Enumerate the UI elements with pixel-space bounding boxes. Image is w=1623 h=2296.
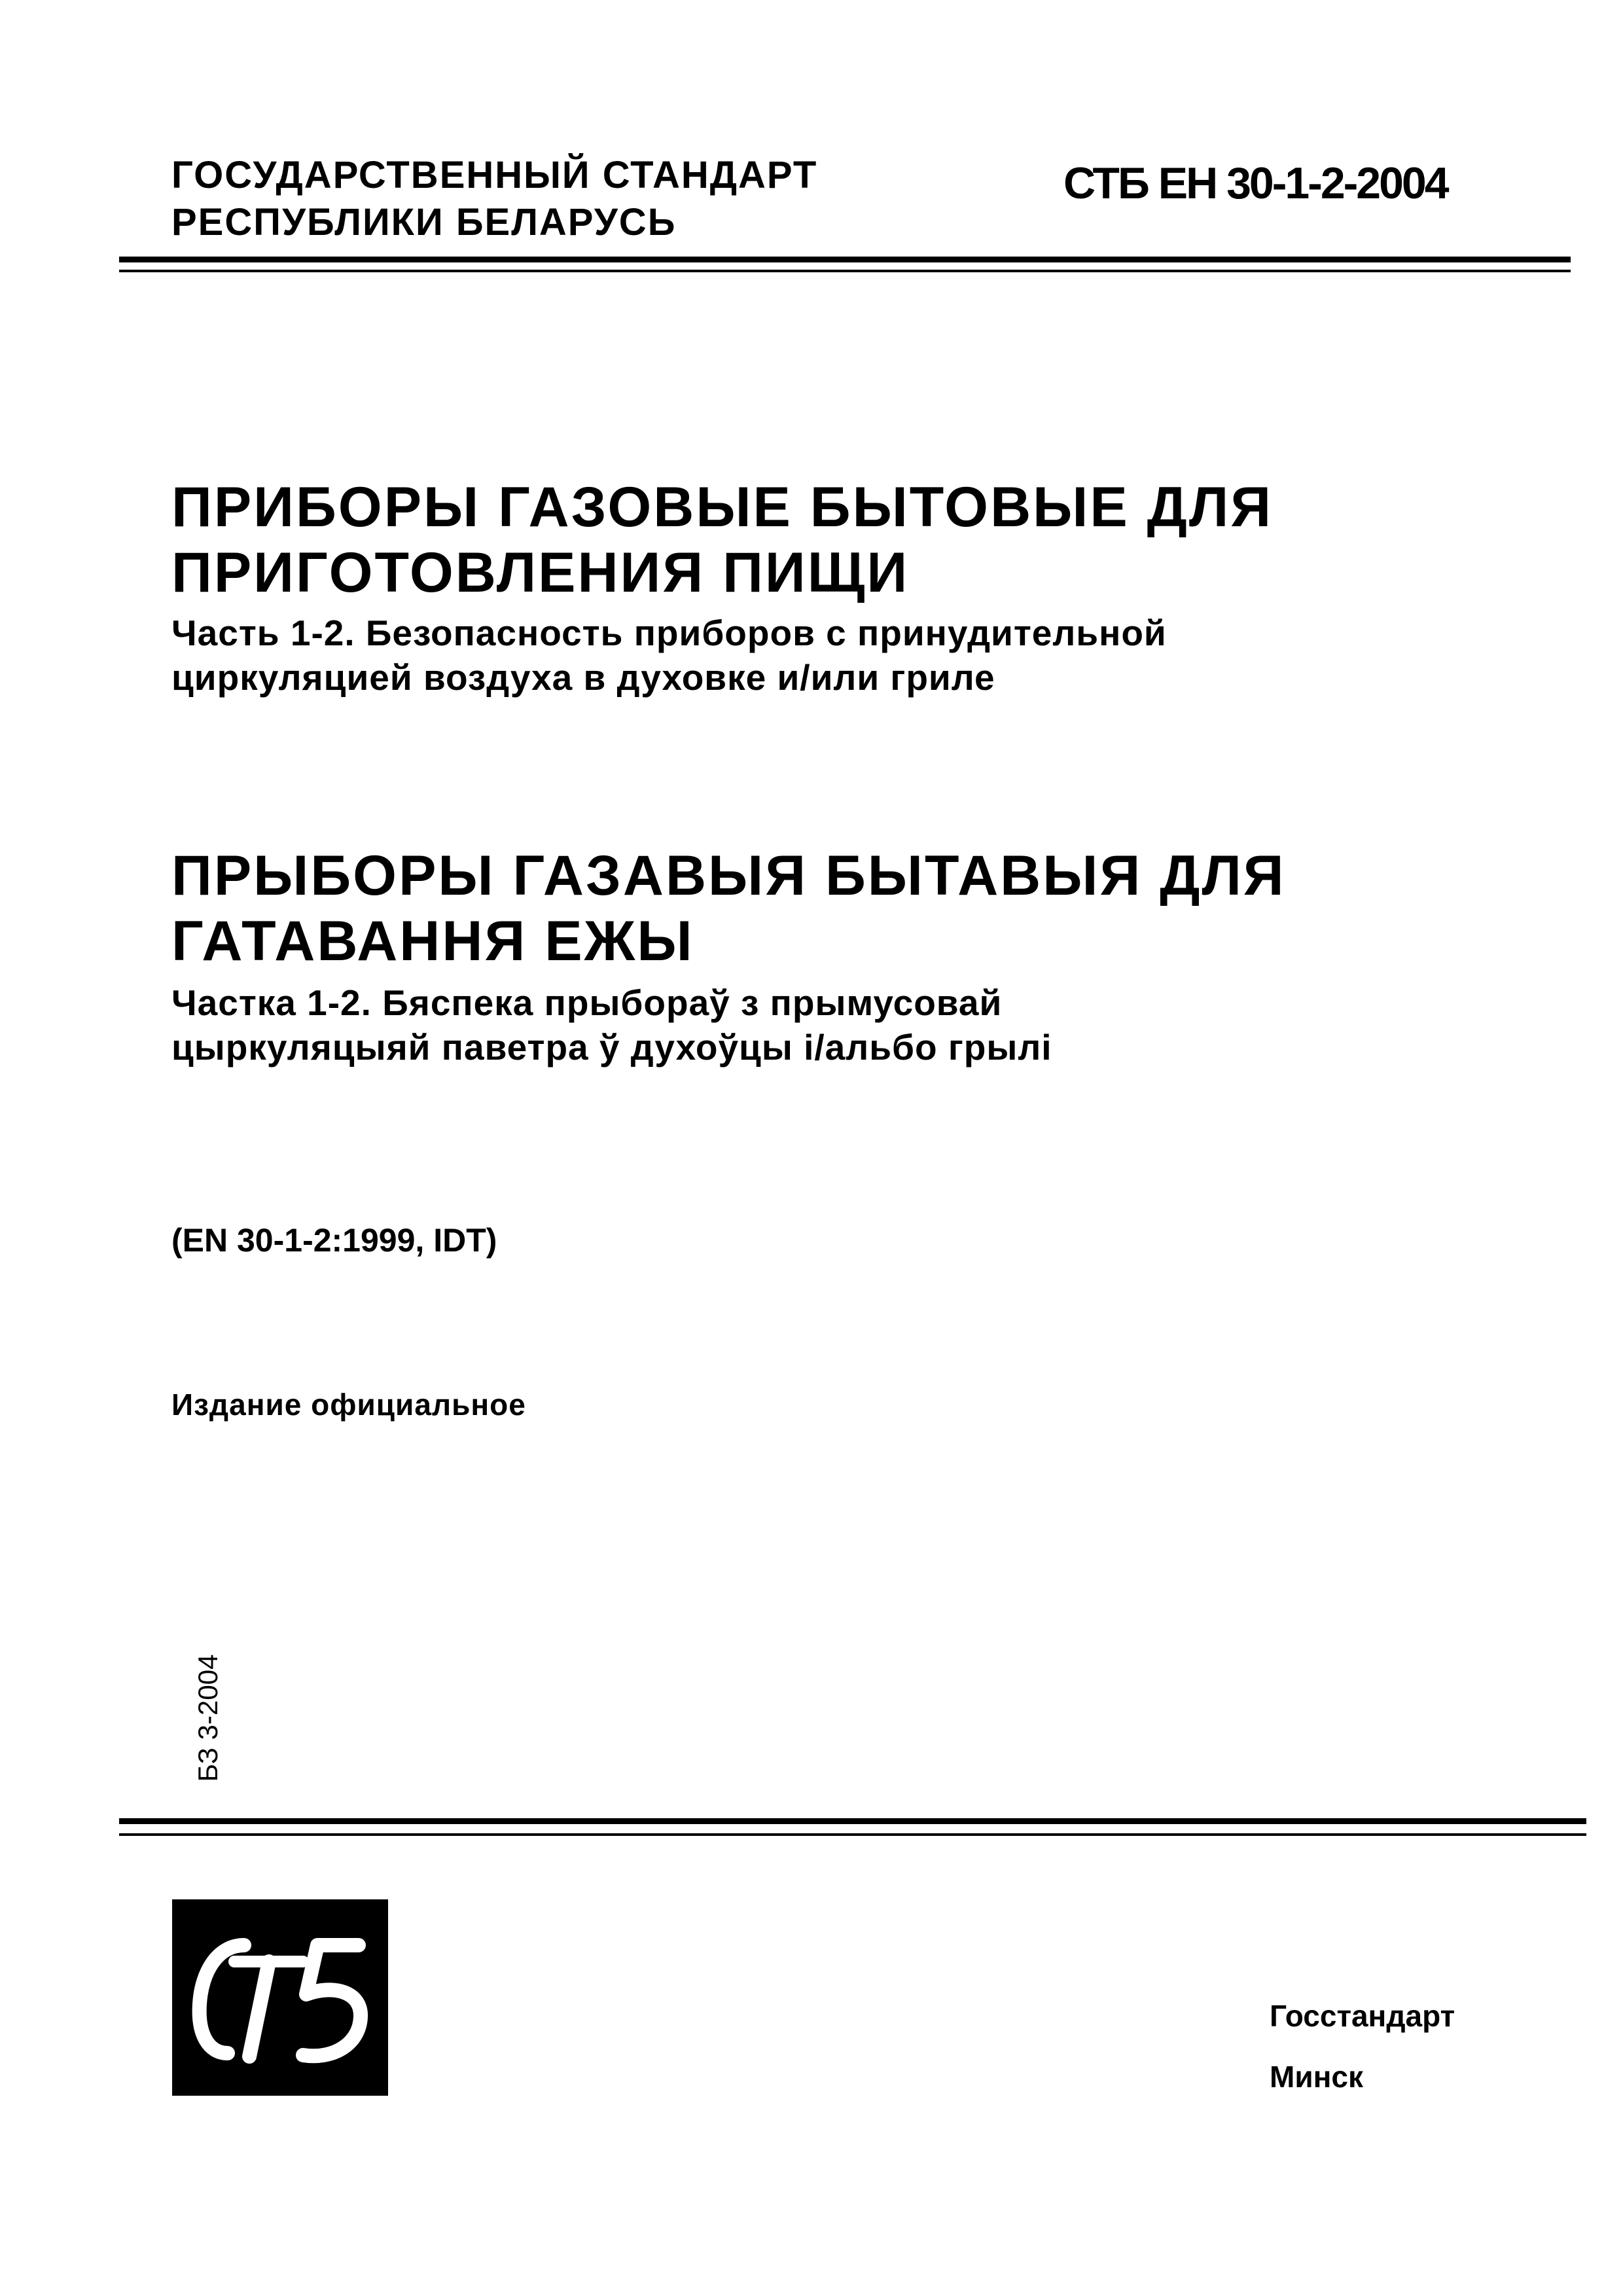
standard-code: СТБ ЕН 30-1-2-2004 [1063,158,1448,208]
title-ru-line2: ПРИГОТОВЛЕНИЯ ПИЩИ [171,541,910,604]
title-be-line1: ПРЫБОРЫ ГАЗАВЫЯ БЫТАВЫЯ ДЛЯ [171,844,1286,907]
issuing-authority-line1: ГОСУДАРСТВЕННЫЙ СТАНДАРТ [171,154,818,196]
subtitle-ru [171,611,1167,700]
title-be-line2: ГАТАВАННЯ ЕЖЫ [171,910,694,973]
subtitle-ru-line1: Часть 1-2. Безопасность приборов с принудительной [171,613,1167,653]
title-ru-line1: ПРИБОРЫ ГАЗОВЫЕ БЫТОВЫЕ ДЛЯ [171,476,1274,539]
title-be [171,843,1286,974]
subtitle-be-line1: Частка 1-2. Бяспека прыбораў з прымусовай [171,982,1003,1023]
publisher-city: Минск [1270,2060,1363,2094]
side-code: БЗ 3-2004 [192,1654,223,1782]
title-ru [171,475,1273,605]
header-rule-thin [119,270,1571,272]
subtitle-be [171,980,1052,1069]
subtitle-be-line2: цыркуляцыяй паветра ў духоўцы і/альбо грылі [171,1027,1052,1067]
stb-logo-mark [172,1899,388,2096]
header-rule-thick [119,257,1571,262]
footer-rule-thin [119,1833,1586,1836]
stb-logo [172,1899,388,2096]
issuing-authority-line2: РЕСПУБЛИКИ БЕЛАРУСЬ [171,201,677,243]
publisher-name: Госстандарт [1270,1999,1455,2033]
subtitle-ru-line2: циркуляцией воздуха в духовке и/или гриле [171,657,995,698]
issuing-authority [171,152,817,246]
international-reference: (EN 30-1-2:1999, IDT) [171,1222,497,1259]
footer-rule-thick [119,1818,1586,1824]
edition-note: Издание официальное [171,1388,526,1422]
